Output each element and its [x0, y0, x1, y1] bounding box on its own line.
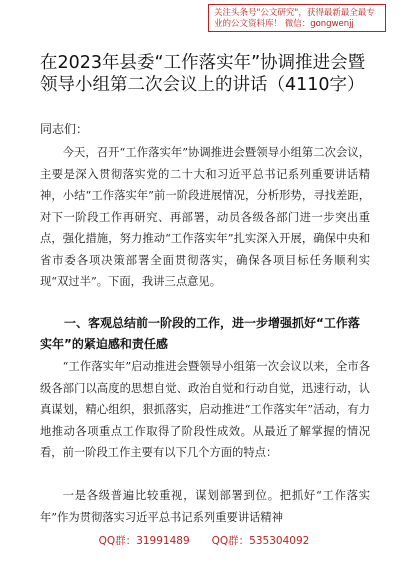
paragraph-intro: 今天，召开“工作落实年”协调推进会暨领导小组第二次会议，主要是深入贯彻落实党的二十大和习近平总书记系列重要讲话精神，小结“工作落实年”前一阶段进展情况，分析形势，寻找差距，对下一阶段工作再研究、再部署，动员各级各部门进一步突出重点，强化措施，努力推动“工作落实年”扎实深入开展，确保中央和省市委各项决策部署全面贯彻落实，确保各项目标任务顺利实现“双过半”。下面，我讲三点意见。 — [40, 146, 370, 288]
footer-contact — [0, 533, 408, 548]
paragraph-summary: “工作落实年”启动推进会暨领导小组第一次会议以来，全市各级各部门以高度的思想自觉、政治自觉和行动自觉，迅速行动，认真谋划，精心组织，狠抓落实，启动推进“工作落实年”活动，有力地推动各项重点工作取得了阶段性成效。从最近了解掌握的情况看，前一阶段工作主要有以下几个方面的特点： — [40, 360, 370, 459]
promo-banner — [208, 4, 386, 32]
greeting: 同志们： — [40, 122, 89, 136]
document-title: 在2023年县委“工作落实年”协调推进会暨领导小组第二次会议上的讲话（4110字） — [40, 53, 366, 95]
section-heading-1: 一、客观总结前一阶段的工作，进一步增强抓好“工作落实年”的紧迫感和责任感 — [40, 316, 360, 351]
footer-qq-group-1: QQ群：31991489 — [98, 535, 190, 547]
paragraph-point-1: 一是各级普遍比较重视，谋划部署到位。把抓好“工作落实年”作为贯彻落实习近平总书记系列重要讲话精神 — [40, 489, 370, 524]
footer-qq-group-2: QQ群：535304092 — [211, 535, 310, 547]
banner-text: 关注头条号"公文研究"，获得最新最全最专业的公文资料库！ 微信：gongwenjj — [214, 8, 375, 29]
